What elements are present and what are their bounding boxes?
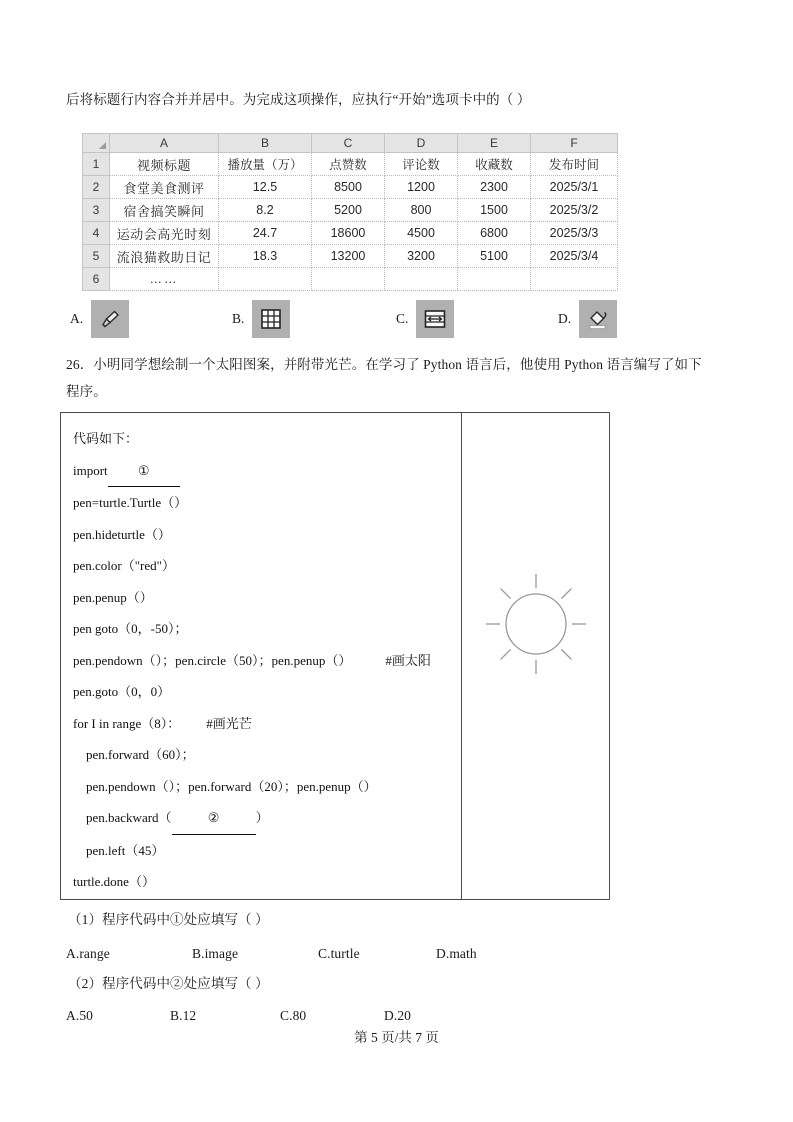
merge-and-center-icon[interactable]	[416, 300, 454, 338]
sub-question-2-option-c[interactable]: C.80	[280, 1008, 307, 1023]
sun-figure-column	[462, 413, 610, 899]
option-a[interactable]	[70, 300, 129, 338]
table-row	[83, 268, 618, 291]
table-row	[83, 199, 618, 222]
code-line-7-comment: #画太阳	[385, 652, 431, 668]
option-b-letter: B.	[232, 311, 245, 326]
option-b[interactable]	[232, 300, 290, 338]
table-row	[83, 153, 618, 176]
question-26-stem-line-1: 26．小明同学想绘制一个太阳图案，并附带光芒。在学习了 Python 语言后，他使用 Python 语言编写了如下	[66, 357, 702, 372]
cell-a6[interactable]: ……	[110, 268, 219, 291]
question-26-stem-line-2: 程序。	[66, 384, 107, 399]
table-row	[83, 222, 618, 245]
code-line-6: pen goto（0，-50）；	[73, 621, 188, 636]
code-line-11: pen.pendown（）；pen.forward（20）；pen.penup（）	[73, 778, 377, 794]
select-all-corner[interactable]	[83, 134, 110, 153]
sub-question-2-option-d[interactable]: D.20	[384, 1008, 412, 1023]
code-line-9-text: for I in range（8）：	[73, 715, 181, 731]
cell-f6[interactable]	[531, 268, 618, 291]
sun-drawing	[480, 568, 592, 680]
sub-question-2-option-a[interactable]: A.50	[66, 1008, 94, 1023]
row-number-6[interactable]: 6	[83, 268, 110, 291]
sub-question-1-option-b[interactable]: B.image	[192, 946, 239, 961]
code-line-4: pen.color（"red"）	[73, 558, 175, 573]
spreadsheet-column-header-row	[83, 134, 618, 153]
sub-question-1-option-d[interactable]: D.math	[436, 946, 477, 961]
cell-f5[interactable]: 2025/3/4	[531, 245, 618, 268]
spreadsheet-table	[82, 133, 618, 291]
table-row	[83, 245, 618, 268]
blank-2-circle[interactable]: ②	[172, 802, 256, 835]
code-line-12	[73, 802, 461, 835]
blank-1-circle[interactable]: ①	[108, 455, 180, 488]
code-import-keyword: import	[73, 462, 108, 478]
row-number-3[interactable]: 3	[83, 199, 110, 222]
spreadsheet-screenshot	[82, 133, 610, 286]
sub-question-2-option-b[interactable]: B.12	[170, 1008, 197, 1023]
option-a-letter: A.	[70, 311, 84, 326]
row-number-1[interactable]: 1	[83, 153, 110, 176]
cell-c6[interactable]	[312, 268, 385, 291]
cell-a5[interactable]: 流浪猫救助日记	[110, 245, 219, 268]
option-d-letter: D.	[558, 311, 572, 326]
column-header-a[interactable]: A	[110, 134, 219, 153]
cell-d2[interactable]: 1200	[385, 176, 458, 199]
code-line-13: pen.left（45）	[73, 842, 165, 858]
sub-question-1-prompt: （1）程序代码中①处应填写（ ）	[68, 912, 269, 927]
cell-e2[interactable]: 2300	[458, 176, 531, 199]
program-code-box	[60, 412, 610, 900]
cell-b1[interactable]: 播放量（万）	[219, 153, 312, 176]
cell-b4[interactable]: 24.7	[219, 222, 312, 245]
row-number-4[interactable]: 4	[83, 222, 110, 245]
code-line-9	[73, 708, 461, 740]
code-line-3: pen.hideturtle（）	[73, 526, 171, 542]
code-caption: 代码如下：	[73, 431, 139, 446]
cell-e6[interactable]	[458, 268, 531, 291]
all-borders-icon[interactable]	[252, 300, 290, 338]
cell-a3[interactable]: 宿舍搞笑瞬间	[110, 199, 219, 222]
cell-a1[interactable]: 视频标题	[110, 153, 219, 176]
code-line-7	[73, 645, 461, 677]
question-25-options	[0, 295, 793, 343]
code-line-7-text: pen.pendown（）；pen.circle（50）；pen.penup（）	[73, 652, 352, 668]
code-backward-suffix: ）	[255, 810, 269, 825]
cell-d6[interactable]	[385, 268, 458, 291]
code-line-import	[73, 455, 461, 488]
row-number-2[interactable]: 2	[83, 176, 110, 199]
column-header-f[interactable]: F	[531, 134, 618, 153]
cell-d3[interactable]: 800	[385, 199, 458, 222]
page-footer: 第 5 页/共 7 页	[354, 1030, 439, 1045]
code-line-5: pen.penup（）	[73, 589, 153, 605]
option-d[interactable]	[558, 300, 617, 338]
cell-d5[interactable]: 3200	[385, 245, 458, 268]
format-painter-icon[interactable]	[91, 300, 129, 338]
corner-triangle-icon	[99, 142, 106, 149]
sub-question-1-option-a[interactable]: A.range	[66, 946, 110, 961]
cell-e5[interactable]: 5100	[458, 245, 531, 268]
cell-c2[interactable]: 8500	[312, 176, 385, 199]
sub-question-1-option-c[interactable]: C.turtle	[318, 946, 360, 961]
code-line-8: pen.goto（0，0）	[73, 684, 171, 699]
cell-f2[interactable]: 2025/3/1	[531, 176, 618, 199]
cell-f3[interactable]: 2025/3/2	[531, 199, 618, 222]
cell-b5[interactable]: 18.3	[219, 245, 312, 268]
question-25-stem-tail: 后将标题行内容合并并居中。为完成这项操作，应执行“开始”选项卡中的（ ）	[66, 92, 531, 107]
cell-a2[interactable]: 食堂美食测评	[110, 176, 219, 199]
option-c[interactable]	[396, 300, 454, 338]
code-column	[61, 413, 461, 899]
cell-a4[interactable]: 运动会高光时刻	[110, 222, 219, 245]
code-line-14: turtle.done（）	[73, 874, 155, 889]
column-header-e[interactable]: E	[458, 134, 531, 153]
cell-d1[interactable]: 评论数	[385, 153, 458, 176]
column-header-c[interactable]: C	[312, 134, 385, 153]
table-row	[83, 176, 618, 199]
cell-c3[interactable]: 5200	[312, 199, 385, 222]
code-line-9-comment: #画光芒	[206, 715, 252, 731]
code-backward-prefix: pen.backward（	[73, 810, 172, 825]
cell-f1[interactable]: 发布时间	[531, 153, 618, 176]
cell-e4[interactable]: 6800	[458, 222, 531, 245]
cell-c5[interactable]: 13200	[312, 245, 385, 268]
cell-c1[interactable]: 点赞数	[312, 153, 385, 176]
fill-color-icon[interactable]	[579, 300, 617, 338]
code-line-2: pen=turtle.Turtle（）	[73, 495, 188, 510]
column-header-d[interactable]: D	[385, 134, 458, 153]
cell-e1[interactable]: 收藏数	[458, 153, 531, 176]
cell-d4[interactable]: 4500	[385, 222, 458, 245]
cell-b2[interactable]: 12.5	[219, 176, 312, 199]
sub-question-2-prompt: （2）程序代码中②处应填写（ ）	[68, 976, 269, 991]
cell-b3[interactable]: 8.2	[219, 199, 312, 222]
cell-e3[interactable]: 1500	[458, 199, 531, 222]
cell-c4[interactable]: 18600	[312, 222, 385, 245]
option-c-letter: C.	[396, 311, 409, 326]
column-header-b[interactable]: B	[219, 134, 312, 153]
cell-f4[interactable]: 2025/3/3	[531, 222, 618, 245]
code-line-10: pen.forward（60）；	[73, 747, 195, 762]
row-number-5[interactable]: 5	[83, 245, 110, 268]
cell-b6[interactable]	[219, 268, 312, 291]
